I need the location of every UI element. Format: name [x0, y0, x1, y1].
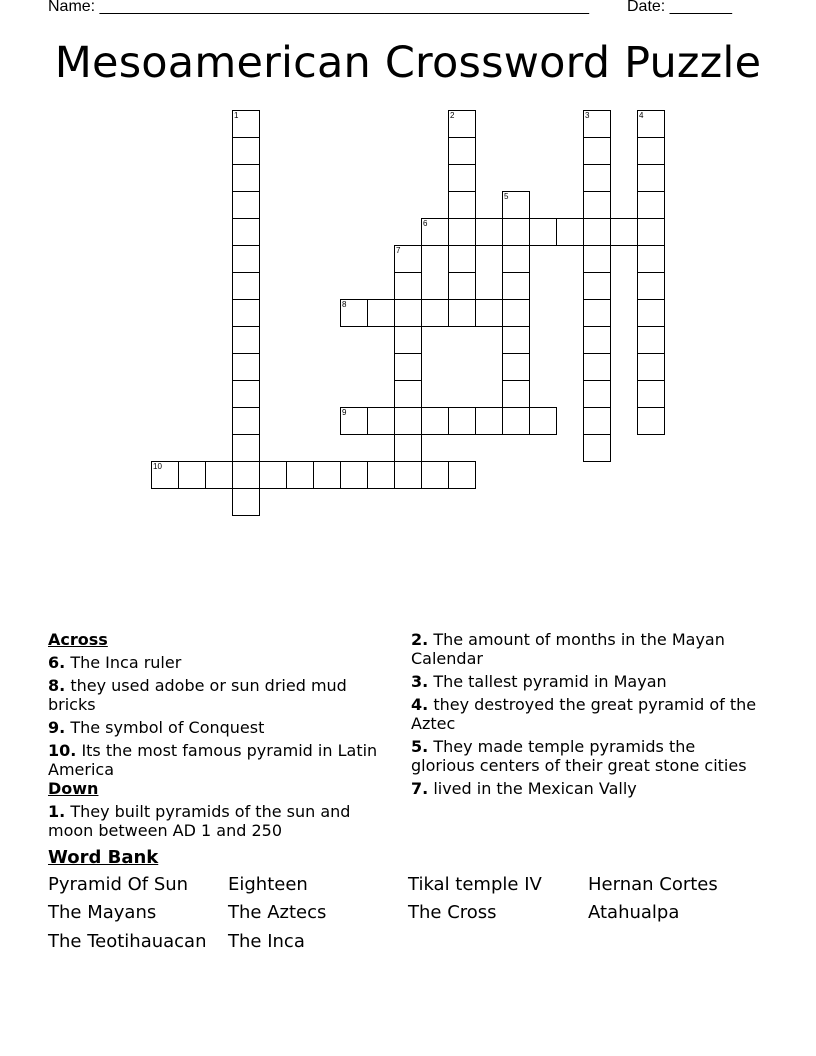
clue-across-6 [48, 653, 378, 672]
crossword-cell[interactable] [502, 245, 530, 273]
crossword-cell[interactable] [232, 380, 260, 408]
clue-number: 4. [411, 695, 429, 714]
crossword-cell[interactable] [232, 488, 260, 516]
crossword-cell[interactable] [394, 326, 422, 354]
crossword-cell[interactable] [394, 245, 422, 273]
crossword-cell[interactable] [583, 326, 611, 354]
crossword-cell[interactable] [232, 137, 260, 165]
clue-down-5 [411, 737, 761, 775]
clue-number-label: 7 [396, 246, 401, 255]
crossword-cell[interactable] [421, 407, 449, 435]
crossword-cell[interactable] [556, 218, 584, 246]
clue-down-3 [411, 672, 761, 691]
crossword-cell[interactable] [340, 299, 368, 327]
crossword-cell[interactable] [394, 461, 422, 489]
crossword-cell[interactable] [367, 299, 395, 327]
crossword-cell[interactable] [232, 218, 260, 246]
crossword-cell[interactable] [178, 461, 206, 489]
clue-number-label: 6 [423, 219, 428, 228]
clue-number: 8. [48, 676, 66, 695]
clue-text: They made temple pyramids the glorious centers of their great stone cities [411, 737, 747, 775]
word-bank-item: Tikal temple IV [408, 874, 542, 895]
crossword-cell[interactable] [583, 191, 611, 219]
word-bank-item: The Aztecs [228, 902, 327, 923]
crossword-cell[interactable] [583, 272, 611, 300]
crossword-cell[interactable] [637, 218, 665, 246]
word-bank-item: Atahualpa [588, 902, 680, 923]
clue-number: 2. [411, 630, 429, 649]
crossword-cell[interactable] [448, 164, 476, 192]
crossword-cell[interactable] [232, 434, 260, 462]
crossword-cell[interactable] [448, 272, 476, 300]
crossword-cell[interactable] [394, 299, 422, 327]
word-bank-item: The Mayans [48, 902, 157, 923]
word-bank-item: The Teotihauacan [48, 931, 207, 952]
crossword-cell[interactable] [583, 137, 611, 165]
crossword-cell[interactable] [232, 164, 260, 192]
crossword-cell[interactable] [583, 245, 611, 273]
crossword-cell[interactable] [502, 407, 530, 435]
clue-text: The symbol of Conquest [70, 718, 265, 737]
clue-number: 7. [411, 779, 429, 798]
crossword-cell[interactable] [421, 461, 449, 489]
crossword-cell[interactable] [502, 218, 530, 246]
crossword-cell[interactable] [583, 164, 611, 192]
clue-across-9 [48, 718, 378, 737]
word-bank-item: Pyramid Of Sun [48, 874, 189, 895]
crossword-cell[interactable] [637, 164, 665, 192]
crossword-cell[interactable] [259, 461, 287, 489]
clue-number: 6. [48, 653, 66, 672]
clue-number: 5. [411, 737, 429, 756]
crossword-cell[interactable] [583, 299, 611, 327]
crossword-cell[interactable] [340, 461, 368, 489]
crossword-cell[interactable] [637, 137, 665, 165]
crossword-cell[interactable] [448, 218, 476, 246]
clue-text: they destroyed the great pyramid of the Aztec [411, 695, 757, 733]
clue-number: 1. [48, 802, 66, 821]
clue-text: The tallest pyramid in Mayan [433, 672, 667, 691]
clue-across-10 [48, 741, 378, 779]
crossword-cell[interactable] [448, 110, 476, 138]
word-bank-item: The Inca [228, 931, 305, 952]
crossword-cell[interactable] [394, 353, 422, 381]
clue-number-label: 3 [585, 111, 590, 120]
crossword-cell[interactable] [637, 326, 665, 354]
crossword-cell[interactable] [340, 407, 368, 435]
across-heading: Across [48, 630, 108, 649]
crossword-cell[interactable] [232, 272, 260, 300]
crossword-cell[interactable] [448, 299, 476, 327]
crossword-cell[interactable] [583, 434, 611, 462]
clue-number: 3. [411, 672, 429, 691]
clues-right-column [411, 630, 761, 802]
crossword-cell[interactable] [394, 380, 422, 408]
crossword-cell[interactable] [421, 218, 449, 246]
clue-down-1 [48, 802, 378, 840]
clue-number-label: 10 [153, 462, 162, 471]
crossword-cell[interactable] [367, 461, 395, 489]
clues-left-column [48, 630, 378, 844]
clue-number-label: 5 [504, 192, 509, 201]
crossword-cell[interactable] [637, 272, 665, 300]
crossword-cell[interactable] [610, 218, 638, 246]
crossword-cell[interactable] [232, 110, 260, 138]
clue-down-4 [411, 695, 761, 733]
crossword-cell[interactable] [502, 272, 530, 300]
word-bank-item: Eighteen [228, 874, 308, 895]
crossword-cell[interactable] [637, 353, 665, 381]
crossword-cell[interactable] [502, 191, 530, 219]
clue-across-8 [48, 676, 378, 714]
crossword-cell[interactable] [232, 299, 260, 327]
crossword-cell[interactable] [448, 245, 476, 273]
crossword-cell[interactable] [421, 299, 449, 327]
crossword-cell[interactable] [502, 380, 530, 408]
clue-number-label: 9 [342, 408, 347, 417]
crossword-cell[interactable] [232, 353, 260, 381]
crossword-cell[interactable] [583, 110, 611, 138]
crossword-cell[interactable] [637, 380, 665, 408]
crossword-cell[interactable] [448, 461, 476, 489]
crossword-cell[interactable] [232, 245, 260, 273]
down-heading: Down [48, 779, 99, 798]
crossword-cell[interactable] [529, 407, 557, 435]
crossword-cell[interactable] [502, 353, 530, 381]
crossword-cell[interactable] [637, 110, 665, 138]
clue-number-label: 1 [234, 111, 239, 120]
name-field-label: Name: _______________________________________________________ [48, 0, 589, 15]
crossword-cell[interactable] [502, 326, 530, 354]
clue-text: The Inca ruler [70, 653, 182, 672]
crossword-cell[interactable] [286, 461, 314, 489]
crossword-cell[interactable] [475, 407, 503, 435]
clue-text: They built pyramids of the sun and moon between AD 1 and 250 [48, 802, 351, 840]
crossword-cell[interactable] [313, 461, 341, 489]
page-title: Mesoamerican Crossword Puzzle [54, 38, 762, 88]
crossword-cell[interactable] [583, 218, 611, 246]
crossword-cell[interactable] [637, 299, 665, 327]
clue-text: The amount of months in the Mayan Calendar [411, 630, 725, 668]
clue-text: Its the most famous pyramid in Latin America [48, 741, 378, 779]
crossword-cell[interactable] [232, 191, 260, 219]
crossword-cell[interactable] [637, 245, 665, 273]
word-bank-item: Hernan Cortes [588, 874, 718, 895]
crossword-cell[interactable] [232, 326, 260, 354]
clue-number: 9. [48, 718, 66, 737]
crossword-cell[interactable] [475, 218, 503, 246]
crossword-cell[interactable] [637, 191, 665, 219]
crossword-cell[interactable] [394, 434, 422, 462]
clue-number: 10. [48, 741, 77, 760]
crossword-cell[interactable] [637, 407, 665, 435]
crossword-cell[interactable] [583, 353, 611, 381]
clue-text: lived in the Mexican Vally [433, 779, 637, 798]
crossword-cell[interactable] [367, 407, 395, 435]
clue-text: they used adobe or sun dried mud bricks [48, 676, 347, 714]
clue-down-2 [411, 630, 761, 668]
clue-number-label: 4 [639, 111, 644, 120]
crossword-cell[interactable] [448, 191, 476, 219]
crossword-cell[interactable] [232, 461, 260, 489]
clue-down-7 [411, 779, 761, 798]
clue-number-label: 8 [342, 300, 347, 309]
clue-number-label: 2 [450, 111, 455, 120]
word-bank-item: The Cross [408, 902, 497, 923]
crossword-cell[interactable] [151, 461, 179, 489]
crossword-cell[interactable] [394, 407, 422, 435]
crossword-cell[interactable] [583, 380, 611, 408]
crossword-cell[interactable] [475, 299, 503, 327]
crossword-cell[interactable] [529, 218, 557, 246]
crossword-cell[interactable] [502, 299, 530, 327]
crossword-cell[interactable] [448, 407, 476, 435]
crossword-cell[interactable] [583, 407, 611, 435]
crossword-cell[interactable] [205, 461, 233, 489]
word-bank-title: Word Bank [48, 847, 159, 868]
date-field-label: Date: _______ [627, 0, 732, 15]
crossword-cell[interactable] [394, 272, 422, 300]
crossword-cell[interactable] [232, 407, 260, 435]
crossword-cell[interactable] [448, 137, 476, 165]
